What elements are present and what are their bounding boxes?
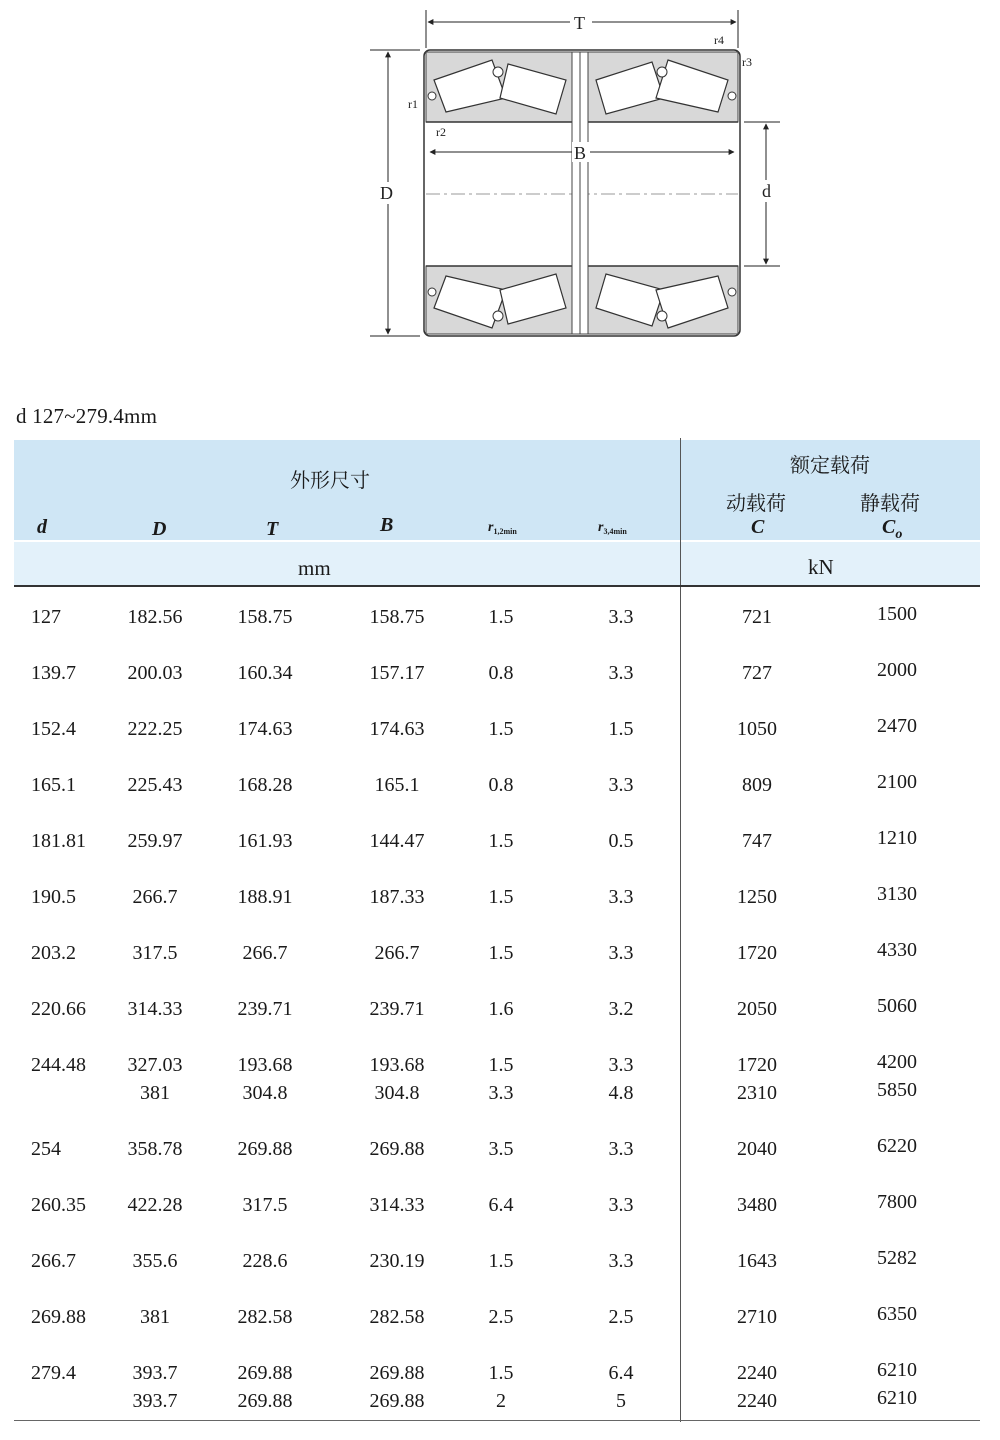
col-header-d: d — [37, 516, 47, 538]
cell-D: 314.33 — [127, 998, 183, 1020]
cell-C: 727 — [742, 662, 772, 684]
cell-B: 269.88 — [369, 1138, 425, 1160]
cell-d: 165.1 — [31, 774, 76, 796]
cell-C: 1050 — [737, 718, 777, 740]
cell-D: 259.97 — [127, 830, 183, 852]
cell-r12: 1.5 — [488, 606, 514, 628]
cell-B: 193.68 — [369, 1054, 425, 1076]
cell-B: 266.7 — [374, 942, 420, 964]
col-header-C: C — [751, 516, 765, 538]
cell-r12: 1.5 — [488, 718, 514, 740]
table-unit-band — [14, 542, 980, 586]
cell-C0: 6210 — [877, 1359, 917, 1381]
dim-label-B: B — [574, 143, 587, 163]
cell-r12: 1.5 — [488, 942, 514, 964]
dim-label-r2: r2 — [436, 125, 446, 139]
cell-r12: 1.5 — [488, 1362, 514, 1384]
cell-D: 381 — [140, 1306, 170, 1328]
cell-T: 161.93 — [237, 830, 293, 852]
cell-r34: 3.3 — [608, 942, 634, 964]
cell-D: 422.28 — [127, 1194, 183, 1216]
bearing-cross-section-drawing — [360, 0, 780, 350]
cell-r34: 3.3 — [608, 774, 634, 796]
cell-C0: 5282 — [877, 1247, 917, 1269]
cell-C0: 7800 — [877, 1191, 917, 1213]
cell-d: 254 — [31, 1138, 61, 1160]
cell-r34: 3.3 — [608, 662, 634, 684]
header-dynamic-load: 动载荷 — [726, 491, 786, 515]
cell-r34: 6.4 — [608, 1362, 634, 1384]
cell-C0: 4330 — [877, 939, 917, 961]
cell-r34: 1.5 — [608, 718, 634, 740]
dim-label-r1: r1 — [408, 97, 418, 111]
cell-T: 168.28 — [237, 774, 293, 796]
cell-T: 188.91 — [237, 886, 293, 908]
cell-r12: 0.8 — [488, 774, 514, 796]
cell-r34: 3.2 — [608, 998, 634, 1020]
cell-D: 358.78 — [127, 1138, 183, 1160]
cell-C: 3480 — [737, 1194, 777, 1216]
cell-r34: 3.3 — [608, 886, 634, 908]
cell-B: 314.33 — [369, 1194, 425, 1216]
cell-B: 239.71 — [369, 998, 425, 1020]
table-bottom-rule — [14, 1420, 980, 1421]
cell-r34: 5 — [616, 1390, 626, 1412]
cell-T: 239.71 — [237, 998, 293, 1020]
cell-T: 266.7 — [242, 942, 288, 964]
cell-C0: 1210 — [877, 827, 917, 849]
header-static-load: 静载荷 — [860, 491, 920, 515]
cell-T: 158.75 — [237, 606, 293, 628]
cell-B: 282.58 — [369, 1306, 425, 1328]
cell-r12: 0.8 — [488, 662, 514, 684]
cell-r34: 0.5 — [608, 830, 634, 852]
col-header-B: B — [380, 514, 394, 536]
cell-C: 2710 — [737, 1306, 777, 1328]
cell-d: 269.88 — [31, 1306, 86, 1328]
cell-r12: 1.5 — [488, 886, 514, 908]
cell-r12: 1.6 — [488, 998, 514, 1020]
cell-d: 152.4 — [31, 718, 76, 740]
cell-r12: 2.5 — [488, 1306, 514, 1328]
cell-C: 2240 — [737, 1390, 777, 1412]
cell-C0: 2000 — [877, 659, 917, 681]
range-heading: d 127~279.4mm — [16, 404, 158, 428]
cell-C: 2050 — [737, 998, 777, 1020]
cell-D: 327.03 — [127, 1054, 183, 1076]
header-rated-load: 额定载荷 — [790, 453, 870, 477]
dim-label-r4: r4 — [714, 33, 724, 47]
cell-B: 269.88 — [369, 1390, 425, 1412]
cell-r12: 3.3 — [488, 1082, 514, 1104]
dim-label-T: T — [574, 13, 585, 33]
cell-B: 269.88 — [369, 1362, 425, 1384]
cell-D: 393.7 — [132, 1362, 178, 1384]
unit-mm: mm — [298, 556, 331, 580]
cell-C0: 3130 — [877, 883, 917, 905]
cell-T: 317.5 — [242, 1194, 288, 1216]
cell-T: 304.8 — [242, 1082, 288, 1104]
dim-label-r3: r3 — [742, 55, 752, 69]
cell-D: 393.7 — [132, 1390, 178, 1412]
cell-C0: 2100 — [877, 771, 917, 793]
cell-d: 139.7 — [31, 662, 76, 684]
cell-D: 200.03 — [127, 662, 183, 684]
header-rule — [14, 585, 980, 587]
cell-B: 144.47 — [369, 830, 425, 852]
cell-d: 220.66 — [31, 998, 86, 1020]
cell-C0: 6350 — [877, 1303, 917, 1325]
header-dimensions: 外形尺寸 — [290, 468, 370, 492]
cell-r34: 2.5 — [608, 1306, 634, 1328]
cell-r34: 3.3 — [608, 1250, 634, 1272]
cell-D: 182.56 — [127, 606, 183, 628]
cell-B: 230.19 — [369, 1250, 425, 1272]
cell-D: 317.5 — [132, 942, 178, 964]
cell-T: 193.68 — [237, 1054, 293, 1076]
col-header-r12: $r_{1,2min}$ — [488, 520, 517, 536]
col-header-D: D — [152, 518, 167, 540]
cell-r34: 4.8 — [608, 1082, 634, 1104]
cell-T: 228.6 — [242, 1250, 288, 1272]
cell-D: 225.43 — [127, 774, 183, 796]
dim-label-D: D — [380, 183, 393, 203]
cell-r34: 3.3 — [608, 1138, 634, 1160]
cell-C0: 6210 — [877, 1387, 917, 1409]
cell-B: 174.63 — [369, 718, 425, 740]
cell-d: 244.48 — [31, 1054, 86, 1076]
cell-D: 266.7 — [132, 886, 178, 908]
cell-B: 158.75 — [369, 606, 425, 628]
cell-B: 304.8 — [374, 1082, 420, 1104]
col-header-C0: $C_o$ — [882, 516, 903, 542]
cell-D: 355.6 — [132, 1250, 178, 1272]
cell-C: 2040 — [737, 1138, 777, 1160]
cell-C: 721 — [742, 606, 772, 628]
cell-C0: 1500 — [877, 603, 917, 625]
cell-C: 1720 — [737, 1054, 777, 1076]
cell-C: 809 — [742, 774, 772, 796]
cell-r12: 1.5 — [488, 1250, 514, 1272]
cell-T: 282.58 — [237, 1306, 293, 1328]
cell-T: 269.88 — [237, 1138, 293, 1160]
cell-d: 181.81 — [31, 830, 86, 852]
cell-T: 269.88 — [237, 1362, 293, 1384]
unit-kN: kN — [808, 555, 834, 579]
cell-C0: 2470 — [877, 715, 917, 737]
cell-C: 2240 — [737, 1362, 777, 1384]
cell-r12: 1.5 — [488, 830, 514, 852]
cell-T: 174.63 — [237, 718, 293, 740]
cell-d: 203.2 — [31, 942, 76, 964]
cell-r34: 3.3 — [608, 1194, 634, 1216]
cell-d: 279.4 — [31, 1362, 76, 1384]
cell-C: 1250 — [737, 886, 777, 908]
cell-C: 2310 — [737, 1082, 777, 1104]
cell-B: 165.1 — [374, 774, 420, 796]
cell-d: 266.7 — [31, 1250, 76, 1272]
cell-D: 222.25 — [127, 718, 183, 740]
col-header-T: T — [266, 518, 279, 540]
cell-r12: 2 — [496, 1390, 506, 1412]
cell-C: 747 — [742, 830, 772, 852]
cell-B: 157.17 — [369, 662, 425, 684]
cell-C0: 4200 — [877, 1051, 917, 1073]
cell-C0: 5060 — [877, 995, 917, 1017]
cell-d: 127 — [31, 606, 61, 628]
cell-C0: 6220 — [877, 1135, 917, 1157]
cell-r34: 3.3 — [608, 1054, 634, 1076]
cell-C0: 5850 — [877, 1079, 917, 1101]
cell-r34: 3.3 — [608, 606, 634, 628]
cell-D: 381 — [140, 1082, 170, 1104]
cell-d: 190.5 — [31, 886, 76, 908]
cell-B: 187.33 — [369, 886, 425, 908]
cell-r12: 1.5 — [488, 1054, 514, 1076]
cell-C: 1720 — [737, 942, 777, 964]
cell-C: 1643 — [737, 1250, 777, 1272]
cell-T: 160.34 — [237, 662, 293, 684]
dim-label-d: d — [762, 181, 771, 201]
cell-r12: 3.5 — [488, 1138, 514, 1160]
col-header-r34: $r_{3,4min}$ — [598, 520, 627, 536]
cell-r12: 6.4 — [488, 1194, 514, 1216]
cell-d: 260.35 — [31, 1194, 86, 1216]
cell-T: 269.88 — [237, 1390, 293, 1412]
